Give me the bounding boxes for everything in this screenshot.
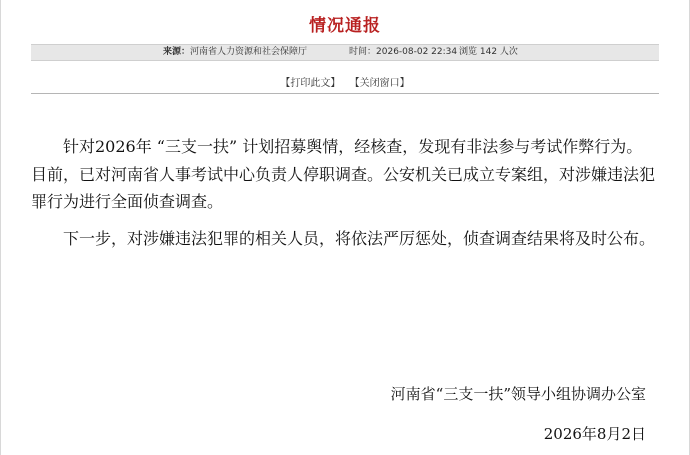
meta-views-label: 浏览	[459, 47, 478, 57]
header-divider	[31, 93, 659, 94]
article-body	[31, 133, 656, 261]
meta-views	[459, 45, 518, 60]
meta-source	[163, 45, 307, 60]
meta-time	[349, 45, 457, 60]
article-meta-bar	[31, 44, 659, 61]
issue-date: 2026年8月2日	[543, 425, 646, 443]
meta-source-label: 来源：	[163, 47, 191, 57]
print-article-link[interactable]: 【打印此文】	[280, 78, 341, 89]
meta-source-value: 河南省人力资源和社会保障厅	[190, 47, 308, 57]
meta-time-label: 时间：	[349, 47, 377, 57]
meta-time-value: 2026-08-02 22:34	[376, 47, 458, 57]
close-window-link[interactable]: 【关闭窗口】	[349, 78, 410, 89]
article-actions	[1, 74, 689, 89]
body-paragraph: 针对2026年 “三支一扶” 计划招募舆情，经核查，发现有非法参与考试作弊行为。目前，已对河南省人事考试中心负责人停职调查。公安机关已成立专案组，对涉嫌违法犯罪行为进行全面侦查调查。	[31, 137, 656, 211]
body-paragraph: 下一步，对涉嫌违法犯罪的相关人员，将依法严厉惩处，侦查调查结果将及时公布。	[63, 228, 656, 248]
page-title: 情况通报	[309, 16, 381, 36]
issuer-signature: 河南省“三支一扶”领导小组协调办公室	[390, 385, 646, 403]
meta-views-value: 142 人次	[479, 47, 518, 57]
